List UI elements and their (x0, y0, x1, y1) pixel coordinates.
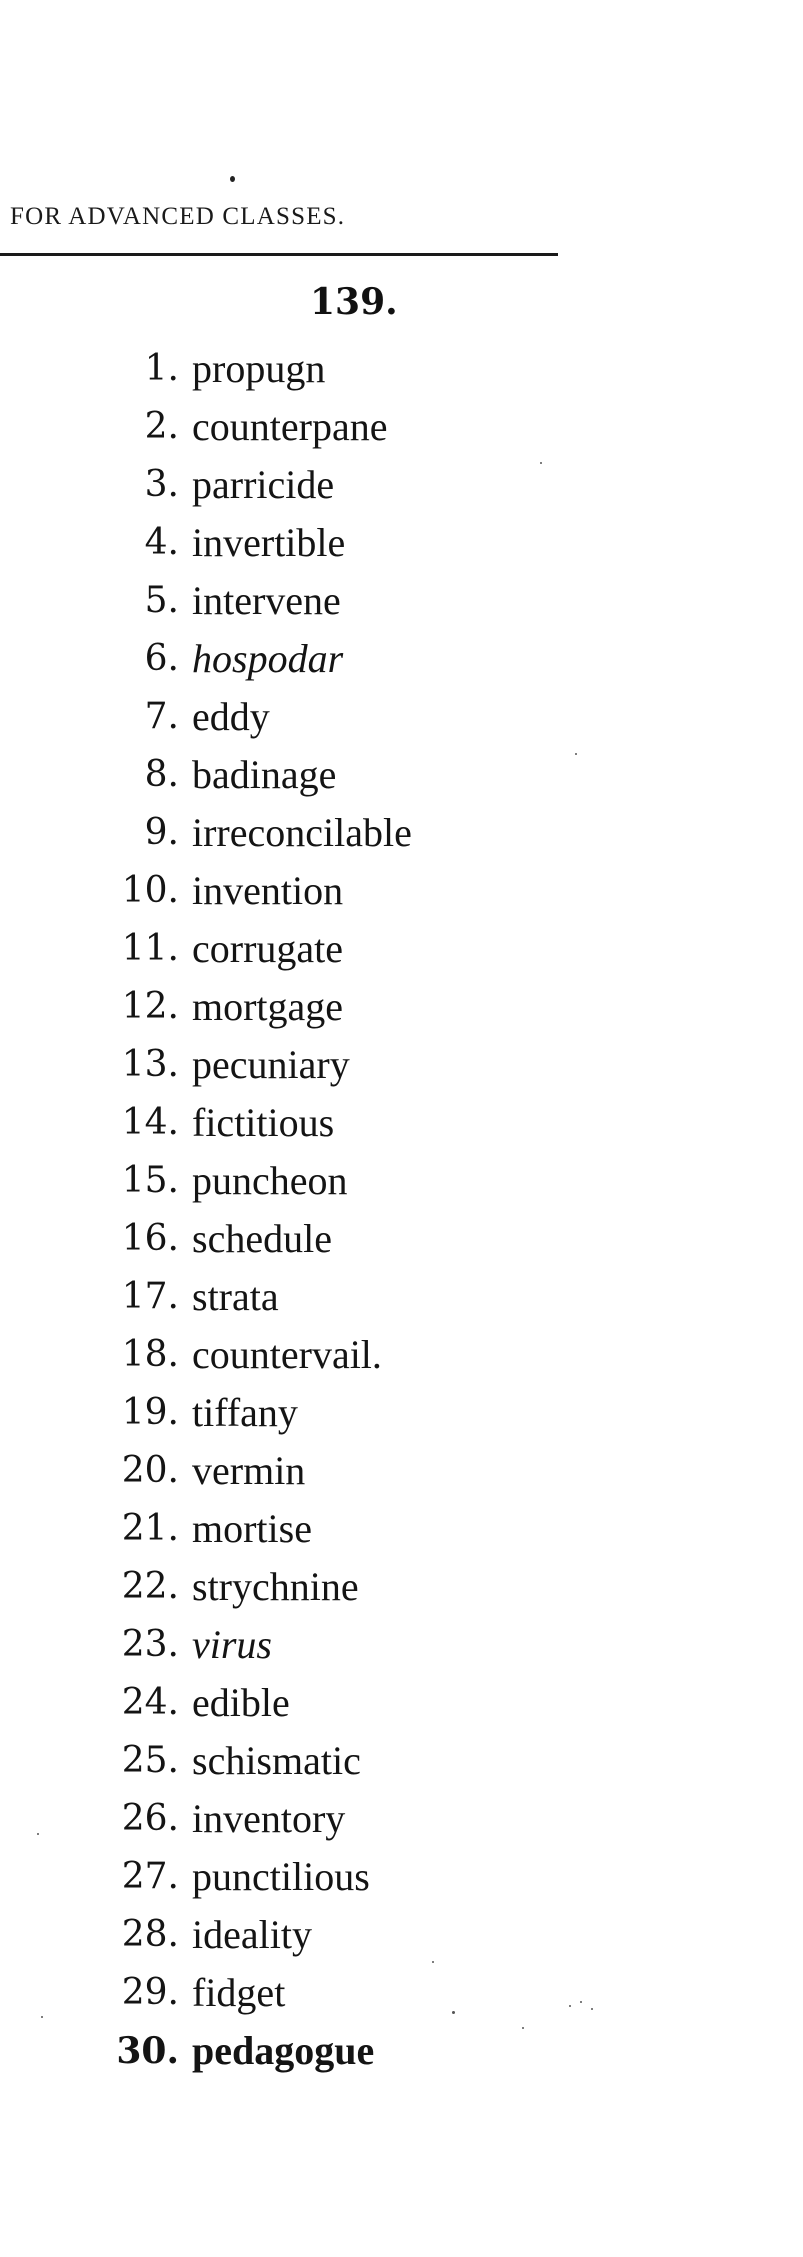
item-number: 8. (144, 754, 179, 795)
item-number: 12. (121, 986, 179, 1027)
item-number: 25. (121, 1740, 179, 1781)
list-item (0, 456, 600, 514)
list-item (0, 804, 600, 862)
print-speck (230, 176, 235, 182)
item-number: 21. (121, 1508, 179, 1549)
item-number: 15. (121, 1160, 179, 1201)
print-speck (522, 2027, 524, 2029)
item-word: vermin (192, 1448, 306, 1493)
print-speck (580, 2001, 582, 2003)
list-item (0, 978, 600, 1036)
item-word: ideality (192, 1912, 312, 1957)
list-item (0, 398, 600, 456)
item-word: fidget (192, 1970, 286, 2015)
item-number: 29. (121, 1972, 179, 2013)
item-number: 16. (121, 1218, 179, 1259)
list-item (0, 1500, 600, 1558)
item-number: 27. (121, 1856, 179, 1897)
list-item (0, 688, 600, 746)
item-word: irreconcilable (192, 810, 412, 855)
item-word: punctilious (192, 1854, 370, 1899)
list-item (0, 572, 600, 630)
list-item (0, 1732, 600, 1790)
item-word: counterpane (192, 404, 388, 449)
list-item (0, 1906, 600, 1964)
item-word: intervene (192, 578, 341, 623)
spelling-word-list (0, 340, 600, 2080)
list-item (0, 1848, 600, 1906)
item-word: schedule (192, 1216, 332, 1261)
list-item (0, 1616, 600, 1674)
item-word: invention (192, 868, 344, 913)
list-item (0, 1210, 600, 1268)
item-word: corrugate (192, 926, 344, 971)
list-item (0, 1268, 600, 1326)
item-number: 22. (121, 1566, 179, 1607)
header-rule (0, 253, 558, 256)
running-head: FOR ADVANCED CLASSES. (10, 203, 346, 230)
print-speck (575, 753, 577, 755)
item-word: strata (192, 1274, 279, 1319)
item-number: 20. (121, 1450, 179, 1491)
item-word: badinage (192, 752, 337, 797)
item-number: 1. (144, 348, 179, 389)
list-item (0, 1326, 600, 1384)
item-number: 9. (144, 812, 179, 853)
item-word: edible (192, 1680, 290, 1725)
item-number: 23. (121, 1624, 179, 1665)
item-number: 7. (144, 696, 179, 737)
list-item (0, 1964, 600, 2022)
item-number: 19. (121, 1392, 179, 1433)
list-item (0, 920, 600, 978)
item-number: 5. (144, 580, 179, 621)
section-number: 139. (310, 281, 398, 323)
item-number: 28. (121, 1914, 179, 1955)
item-number: 3. (144, 464, 179, 505)
list-item (0, 340, 600, 398)
item-number: 24. (121, 1682, 179, 1723)
item-word: pecuniary (192, 1042, 350, 1087)
item-word: fictitious (192, 1100, 335, 1145)
item-word: puncheon (192, 1158, 348, 1203)
item-word: pedagogue (192, 2028, 375, 2073)
print-speck (37, 1833, 39, 1835)
item-word: countervail. (192, 1332, 382, 1377)
item-number: 4. (144, 522, 179, 563)
print-speck (452, 2011, 455, 2014)
print-speck (540, 462, 542, 464)
item-number: 18. (121, 1334, 179, 1375)
list-item (0, 746, 600, 804)
list-item (0, 1152, 600, 1210)
list-item (0, 514, 600, 572)
print-speck (569, 2005, 571, 2007)
item-number: 6. (144, 638, 179, 679)
list-item (0, 1442, 600, 1500)
list-item (0, 1094, 600, 1152)
print-speck (591, 2008, 593, 2010)
list-item (0, 1674, 600, 1732)
item-number: 26. (121, 1798, 179, 1839)
item-number: 10. (121, 870, 179, 911)
item-word: schismatic (192, 1738, 361, 1783)
item-word: inventory (192, 1796, 346, 1841)
list-item (0, 1384, 600, 1442)
item-word: mortise (192, 1506, 312, 1551)
item-word: strychnine (192, 1564, 359, 1609)
item-number: 2. (144, 406, 179, 447)
item-word: eddy (192, 694, 270, 739)
item-number: 11. (121, 928, 179, 969)
item-number: 17. (121, 1276, 179, 1317)
item-word: parricide (192, 462, 335, 507)
item-word: mortgage (192, 984, 344, 1029)
list-item (0, 1790, 600, 1848)
print-speck (41, 2016, 43, 2018)
list-item (0, 1558, 600, 1616)
print-speck (432, 1961, 434, 1963)
list-item (0, 1036, 600, 1094)
item-word: invertible (192, 520, 346, 565)
item-word: propugn (192, 346, 326, 391)
item-number: 14. (121, 1102, 179, 1143)
list-item (0, 630, 600, 688)
item-word: virus (192, 1622, 272, 1667)
item-number: 30. (116, 2030, 179, 2072)
list-item (0, 2022, 600, 2080)
list-item (0, 862, 600, 920)
item-word: tiffany (192, 1390, 298, 1435)
item-word: hospodar (192, 636, 344, 681)
item-number: 13. (121, 1044, 179, 1085)
